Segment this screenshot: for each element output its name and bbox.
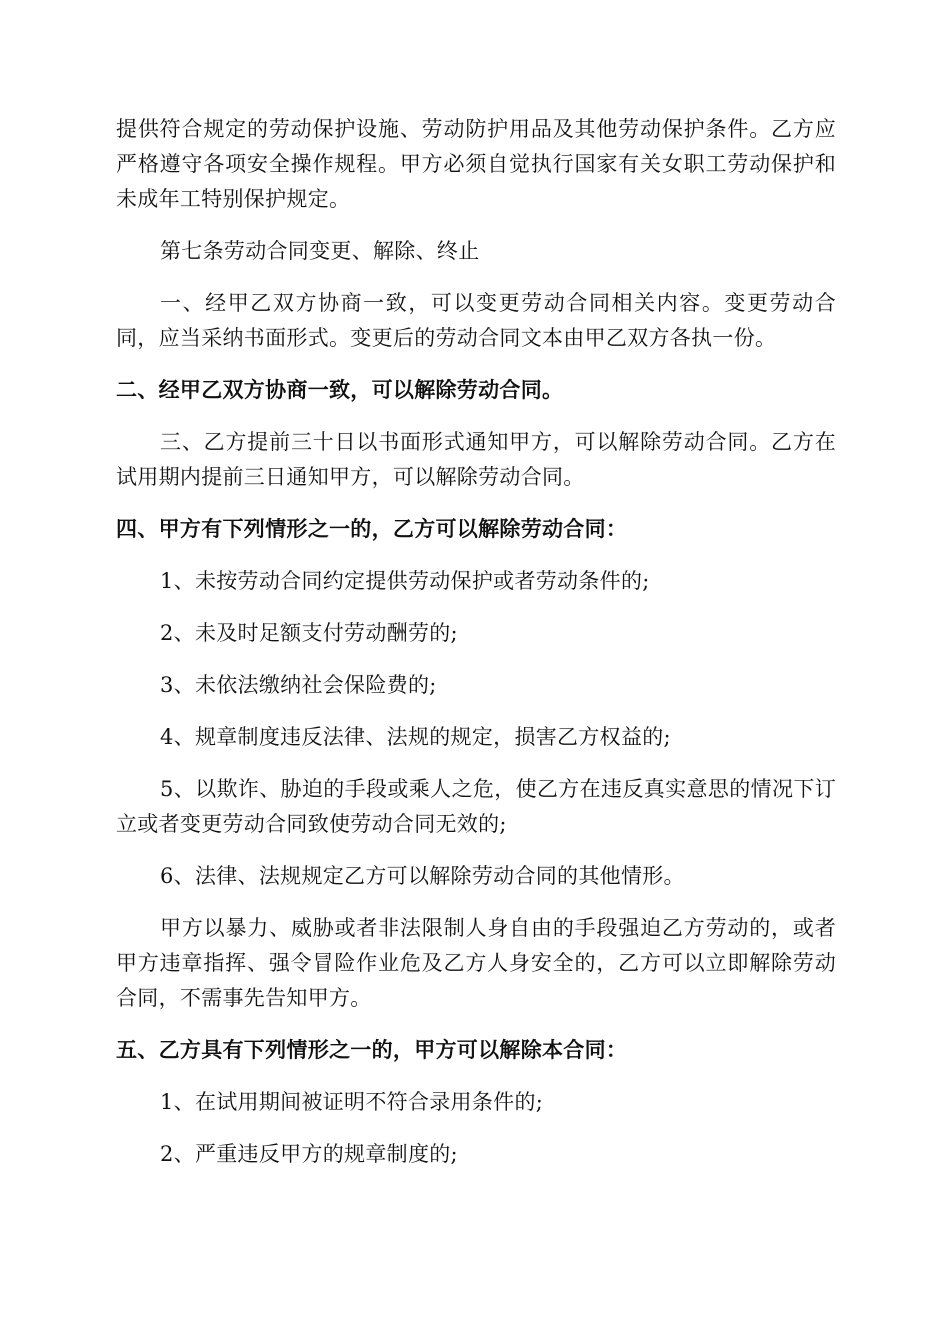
- list-item: 1、未按劳动合同约定提供劳动保护或者劳动条件的;: [160, 569, 650, 593]
- list-item: 2、未及时足额支付劳动酬劳的;: [160, 621, 458, 645]
- list-item: 6、法律、法规规定乙方可以解除劳动合同的其他情形。: [160, 864, 685, 888]
- list-item: 4、规章制度违反法律、法规的规定，损害乙方权益的;: [160, 725, 671, 749]
- paragraph-clause-one: 一、经甲乙双方协商一致，可以变更劳动合同相关内容。变更劳动合同，应当采纳书面形式。变更后的劳动合同文本由甲乙双方各执一份。: [116, 291, 836, 350]
- paragraph-safety-provisions: 提供符合规定的劳动保护设施、劳动防护用品及其他劳动保护条件。乙方应严格遵守各项安全操作规程。甲方必须自觉执行国家有关女职工劳动保护和未成年工特别保护规定。: [116, 117, 836, 211]
- list-item: 5、以欺诈、胁迫的手段或乘人之危，使乙方在违反真实意思的情况下订立或者变更劳动合同致使劳动合同无效的;: [116, 777, 836, 836]
- paragraph-clause-four: 四、甲方有下列情形之一的，乙方可以解除劳动合同：: [116, 517, 628, 541]
- paragraph-clause-three: 三、乙方提前三十日以书面形式通知甲方，可以解除劳动合同。乙方在试用期内提前三日通知甲方，可以解除劳动合同。: [116, 430, 836, 489]
- list-item: 1、在试用期间被证明不符合录用条件的;: [160, 1090, 544, 1114]
- article-seven-heading: 第七条劳动合同变更、解除、终止: [160, 239, 480, 263]
- paragraph-immediate-termination: 甲方以暴力、威胁或者非法限制人身自由的手段强迫乙方劳动的，或者甲方违章指挥、强令冒险作业危及乙方人身安全的，乙方可以立即解除劳动合同，不需事先告知甲方。: [116, 916, 836, 1010]
- list-item: 3、未依法缴纳社会保险费的;: [160, 673, 437, 697]
- list-item: 2、严重违反甲方的规章制度的;: [160, 1142, 458, 1166]
- paragraph-clause-five: 五、乙方具有下列情形之一的，甲方可以解除本合同：: [116, 1038, 628, 1062]
- document-body: [116, 112, 836, 1189]
- paragraph-clause-two: 二、经甲乙双方协商一致，可以解除劳动合同。: [116, 378, 564, 402]
